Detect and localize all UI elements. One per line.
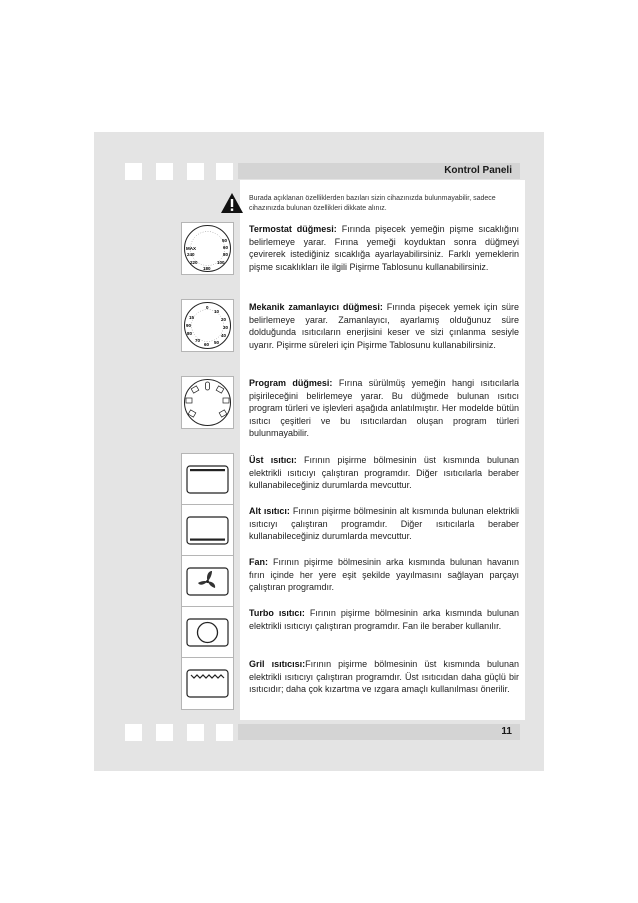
decor-square xyxy=(156,163,173,180)
section-title: Alt ısıtıcı: xyxy=(249,506,290,516)
dial-label: 10 xyxy=(214,309,220,314)
fan-icon xyxy=(182,556,233,607)
decor-square xyxy=(125,724,142,741)
section-thermostat xyxy=(249,223,519,273)
header-bar xyxy=(238,163,520,179)
warning-note: Burada açıklanan özelliklerden bazıları sizin cihazınızda bulunmayabilir, sadece cihazınızda bulunan özellikleri dikkate alınız. xyxy=(249,195,496,212)
page-number: 11 xyxy=(501,726,512,737)
decor-square xyxy=(187,163,204,180)
dial-label: 60 xyxy=(223,245,229,250)
section-turbo-heater xyxy=(249,607,519,632)
section-title: Fan: xyxy=(249,557,268,567)
dial-label: 30 xyxy=(223,325,229,330)
section-text: Fırında pişecek yemeğin pişme sıcaklığını belirlemeye yarar. Fırına yemeği koyduktan sonra düğmeyi çevirerek istediğiniz sıcaklığa ayarlayabilirsiniz. Farklı yemeklerin pişme sıcaklıkları ile ilgili Pişirme Tablosunu kullanabilirsiniz. xyxy=(249,224,519,272)
dial-label: 220 xyxy=(190,260,198,265)
warning-triangle-icon xyxy=(220,192,244,214)
section-fan xyxy=(249,556,519,594)
section-title: Program düğmesi: xyxy=(249,378,333,388)
decor-square xyxy=(125,163,142,180)
top-heater-icon xyxy=(182,454,233,505)
dial-label: 40 xyxy=(221,333,227,338)
decor-square xyxy=(187,724,204,741)
section-text: Fırının pişirme bölmesinin üst kısmında bulunan elektrikli ısıtıcıyı çalıştıran programdır. Diğer ısıtıcılarla beraber kullanabileceğiniz durumlarda mevcuttur. xyxy=(249,455,519,490)
decor-square xyxy=(216,724,233,741)
section-top-heater xyxy=(249,454,519,492)
section-text: Fırının pişirme bölmesinin alt kısmında bulunan elektrikli ısıtıcıyı çalıştıran programdır. Diğer ısıtıcılarla beraber kullanabileceğiniz durumlarda mevcuttur. xyxy=(249,506,519,541)
timer-dial-box xyxy=(181,299,234,352)
dial-label: 80 xyxy=(187,331,193,336)
dial-label: 60 xyxy=(204,342,210,347)
section-text: Fırında pişecek yemek için süre belirlemeye yarar. Zamanlayıcı, ayarlamış olduğunuz süre dolduğunda ısıtıcıların enerjisini keser ve sizi çınlanma sesiyle uyarır. Pişirme süreleri için Pişirme Tablosunu kullanabilirsiniz. xyxy=(249,302,519,350)
section-text: Fırına sürülmüş yemeğin hangi ısıtıcılarla pişirileceğini belirlemeye yarar. Bu düğmede bulunan ısıtıcı program türleri ve işlevleri aşağıda anlatılmıştır. Her modelde bütün ısıtıcı çeşitleri ve bu ısıtıcılardan oluşan program türleri bulunmayabilir. xyxy=(249,378,519,438)
top-heater-box xyxy=(181,453,234,506)
grill-heater-box xyxy=(181,657,234,710)
dial-label: 100 xyxy=(217,260,225,265)
dial-label: 70 xyxy=(195,338,201,343)
dial-label: 80 xyxy=(223,252,229,257)
section-title: Üst ısıtıcı: xyxy=(249,455,297,465)
section-title: Mekanik zamanlayıcı düğmesi: xyxy=(249,302,383,312)
dial-label: 50 xyxy=(222,238,228,243)
footer-bar xyxy=(238,724,520,740)
dial-label: 90 xyxy=(186,323,192,328)
section-program xyxy=(249,377,519,440)
program-dial-box xyxy=(181,376,234,429)
thermostat-dial-icon xyxy=(182,223,233,274)
thermostat-dial-box xyxy=(181,222,234,275)
section-title: Termostat düğmesi: xyxy=(249,224,337,234)
decor-square xyxy=(216,163,233,180)
dial-label: 15 xyxy=(189,315,195,320)
section-title: Gril ısıtıcısı: xyxy=(249,659,306,669)
dial-label: MAX xyxy=(186,246,196,251)
section-bottom-heater xyxy=(249,505,519,543)
decor-square xyxy=(156,724,173,741)
section-text: Fırının pişirme bölmesinin arka kısmında bulunan havanın fırın içinde her yere eşit şekilde yayılmasını sağlayan parçayı çalıştıran programdır. xyxy=(249,557,519,592)
section-title: Turbo ısıtıcı: xyxy=(249,608,305,618)
program-dial-icon xyxy=(182,377,233,428)
section-text: Fırının pişirme bölmesinin üst kısmında bulunan elektrikli ısıtıcıyı çalıştıran programdır. Üst ısıtıcıdan daha güçlü bir ısıtıcıdır; daha çok kızartma ve ızgara amaçlı kullanılması önerilir. xyxy=(249,659,519,694)
page-title: Kontrol Paneli xyxy=(444,165,512,176)
timer-dial-icon xyxy=(182,300,233,351)
grill-heater-icon xyxy=(182,658,233,709)
turbo-heater-icon xyxy=(182,607,233,658)
dial-label: 180 xyxy=(203,266,211,271)
turbo-heater-box xyxy=(181,606,234,659)
dial-label: 240 xyxy=(187,252,195,257)
bottom-heater-icon xyxy=(182,505,233,556)
section-timer xyxy=(249,301,519,351)
dial-label: 20 xyxy=(221,317,227,322)
bottom-heater-box xyxy=(181,504,234,557)
fan-box xyxy=(181,555,234,608)
section-grill-heater xyxy=(249,658,519,696)
section-text: Fırının pişirme bölmesinin arka kısmında bulunan elektrikli ısıtıcıyı çalıştıran programdır. Fan ile beraber kullanılır. xyxy=(249,608,519,631)
dial-label: 0 xyxy=(206,305,209,310)
dial-label: 50 xyxy=(214,340,220,345)
